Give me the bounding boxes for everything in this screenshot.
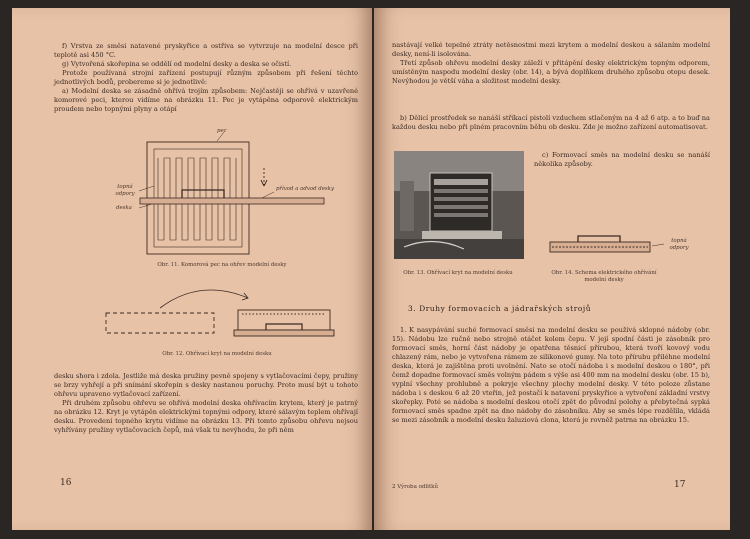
section-heading: 3. Druhy formovacích a jádrařských strojů [408,304,592,313]
fig14-label-topna-odpory: topná odpory [669,238,689,251]
paragraph: b) Dělicí prostředek se nanáší stříkací pistolí vzduchem stlačeným na 4 až 6 atp. a to buď na každou desku nebo při plném pracovním běhu ob desku. Zde je možno zařízení automatisovat. [392,114,710,131]
fig11-label-deska: deska [116,205,132,211]
paragraph: Třetí způsob ohřevu modelní desky záleží v přitápění desky elektrickým topným odporem, umístěným naspodu modelní desky (obr. 14), a bývá doplňkem druhého způsobu otopu desek. Nevýhodou je větší váha a složitost modelní desky. [392,59,710,85]
right-page [374,8,730,530]
paragraph: c) Formovací směs na modelní desku se nanáší několika způsoby. [534,151,710,168]
paragraph: Při druhém způsobu ohřevu se ohřívá modelní deska ohřívacím krytem, který je patrný na obrázku 12. Kryt je vytápěn elektrickými topnými odpory, které sálavým teplem ohřívají desku. Provedení topného krytu vidíme na obrázku 13. Při tomto způsobu ohřevu nejsou vyhřívány pružiny vytlačovacích čepů, má však tu nevýhodu, že při něm [54,399,358,434]
figure-12-caption: Obr. 12. Ohřívací kryt na modelní desku [162,351,272,357]
left-page [12,8,372,530]
page-number-left: 16 [60,478,72,488]
fig11-label-pec: pec [217,128,227,134]
footer-note: 2 Výroba odlitků [392,484,439,490]
paragraph: desku shora i zdola. Jestliže má deska pružiny pevně spojeny s vytlačovacími čepy, pružiny se brzy vyhřejí a při snímání skořepin s desky nastanou poruchy. Proto musí být u tohoto ohřevu upraveno vytlačovací zařízení. [54,372,358,398]
fig11-label-topna-odpory: topná odpory [115,184,135,197]
paragraph: nastávají velké tepelné ztráty netěsnostmi mezi krytem a modelní deskou a sálaním modelní desky, není-li isolována. [392,41,710,58]
figure-12-heating-cover [12,8,372,353]
figure-14-schema [374,8,730,268]
paragraph: f) Vrstva ze směsi natavené pryskyřice a ostřiva se vytvrzuje na modelní desce při teplotě asi 450 °C. [54,42,358,59]
paragraph: a) Modelní deska se zásadně ohřívá trojím způsobem: Nejčastěji se ohřívá v uzavřené komorové peci, kterou vidíme na obrázku 11. Pec je vytápěna odporově elektrickým proudem nebo topnými plyny a otápí [54,87,358,113]
page-number-right: 17 [674,480,686,490]
left-bottom-text [54,372,358,435]
paragraph: 1. K nasypávání suché formovací směsi na modelní desku se používá sklopné nádoby (obr. 15). Nádobu lze ručně nebo strojně otáčet kolem čepu. V její spodní části je zásobník pro formovací směs, horní část nádoby je opatřena těsnicí přírubou, která tvoří kovový vodu chlazený rám, nebo je vytvořena rámem ze silikonové gumy. Na toto přírubu přiléhne modelní deska, která je zajištěna proti uvolnění. Nato se otočí nádoba i s modelní deskou o 180°, při čemž dopadne formovací směs volným pádem s výše asi 400 mm na modelní desku (obr. 15 b), vyplní všechny prohlubně a pokryje všechny plochy modelní desky. V této poloze zůstane nádoba i s deskou 6 až 20 vteřin, jež postačí k natavení pryskyřice a vytvoření základní vrstvy skořepky. Poté se nádoba s modelní deskou otočí zpět do původní polohy a přebytečná sypká formovací směs spadne zpět na dno nádoby do zásobníku. Aby se směs lépe rozdělila, vkládá se mezi zásobník a modelní desku žaluziová clona, která je rovněž patrna na obrázku 15. [392,326,710,424]
figure-11-caption: Obr. 11. Komorová pec na ohřev modelní desky [157,262,287,268]
fig11-label-privod: přívod a odvod desky [275,186,334,192]
figure-14-caption: Obr. 14. Schema elektrického ohřívání modelní desky [551,270,657,283]
figure-13-caption: Obr. 13. Ohřívací kryt na modelní desku [403,270,513,276]
paragraph: Protože používaná strojní zařízení postupují různým způsobem při řešení těchto jednotlivých bodů, probereme si je jednotlivě: [54,69,358,86]
paragraph: g) Vytvořená skořepina se oddělí od modelní desky a deska se očistí. [62,60,292,68]
right-bottom-text [392,326,710,425]
